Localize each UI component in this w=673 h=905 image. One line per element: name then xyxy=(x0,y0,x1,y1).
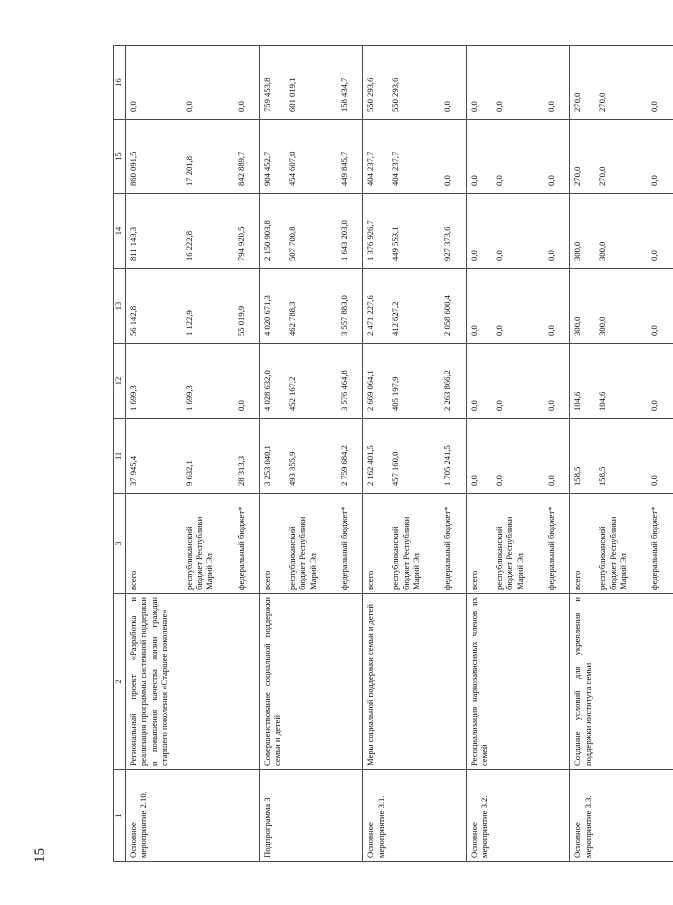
table-row xyxy=(647,46,673,862)
value-cell: 794 920,5 xyxy=(234,194,260,269)
value-cell: 454 607,0 xyxy=(285,120,337,194)
section-code: Основное мероприятие 3.1. xyxy=(363,770,388,862)
rotated-table-page xyxy=(113,46,660,862)
header-row xyxy=(114,46,126,862)
value-cell: 0,0 xyxy=(544,46,570,120)
header-cell-15: 15 xyxy=(114,120,126,194)
budget-table xyxy=(113,45,673,862)
value-cell: 1 705 241,5 xyxy=(440,419,466,494)
header-cell-2: 2 xyxy=(114,594,126,770)
table-row xyxy=(440,46,466,862)
value-cell: 270,0 xyxy=(570,120,595,194)
value-cell: 2 759 684,2 xyxy=(337,419,363,494)
value-cell: 270,0 xyxy=(595,46,647,120)
value-cell: 0,0 xyxy=(544,344,570,419)
table-row xyxy=(570,46,595,862)
value-cell: 2 669 064,1 xyxy=(363,344,388,419)
table-row xyxy=(595,46,647,862)
value-cell: 0,0 xyxy=(647,269,673,344)
section-title: Ресоциализация наркозависимых членов их семей xyxy=(466,594,491,770)
page-number: 15 xyxy=(32,848,48,863)
table-row xyxy=(234,46,260,862)
value-cell: 270,0 xyxy=(595,120,647,194)
value-cell: 759 453,8 xyxy=(260,46,285,120)
funding-source: республиканский бюджет Республики Марий Эл xyxy=(285,494,337,594)
value-cell: 601 019,1 xyxy=(285,46,337,120)
value-cell: 300,0 xyxy=(595,194,647,269)
value-cell: 0,0 xyxy=(466,194,491,269)
value-cell: 2 150 903,8 xyxy=(260,194,285,269)
value-cell: 1 699,3 xyxy=(182,344,234,419)
header-cell-12: 12 xyxy=(114,344,126,419)
value-cell: 2 263 866,2 xyxy=(440,344,466,419)
value-cell: 0,0 xyxy=(466,46,491,120)
value-cell: 404 237,7 xyxy=(363,120,388,194)
value-cell: 158 434,7 xyxy=(337,46,363,120)
value-cell: 158,5 xyxy=(595,419,647,494)
value-cell: 16 222,8 xyxy=(182,194,234,269)
value-cell: 0,0 xyxy=(466,344,491,419)
funding-source: всего xyxy=(260,494,285,594)
header-cell-3: 3 xyxy=(114,494,126,594)
header-cell-16: 16 xyxy=(114,46,126,120)
header-cell-1: 1 xyxy=(114,770,126,862)
funding-source: всего xyxy=(466,494,491,594)
funding-source: всего xyxy=(363,494,388,594)
table-row xyxy=(182,46,234,862)
value-cell: 2 058 600,4 xyxy=(440,269,466,344)
value-cell: 1 699,3 xyxy=(126,344,182,419)
value-cell: 449 553,1 xyxy=(388,194,440,269)
section-code: Основное мероприятие 2.10. xyxy=(126,770,182,862)
funding-source: всего xyxy=(126,494,182,594)
value-cell: 462 788,3 xyxy=(285,269,337,344)
value-cell: 507 700,8 xyxy=(285,194,337,269)
value-cell: 0,0 xyxy=(492,269,544,344)
table-row xyxy=(466,46,491,862)
funding-source: республиканский бюджет Республики Марий Эл xyxy=(595,494,647,594)
table-row xyxy=(337,46,363,862)
value-cell: 842 889,7 xyxy=(234,120,260,194)
funding-source: федеральный бюджет* xyxy=(647,494,673,594)
value-cell: 4 028 632,0 xyxy=(260,344,285,419)
value-cell: 0,0 xyxy=(492,419,544,494)
value-cell: 158,5 xyxy=(570,419,595,494)
value-cell: 457 160,0 xyxy=(388,419,440,494)
value-cell: 0,0 xyxy=(440,46,466,120)
funding-source: республиканский бюджет Республики Марий Эл xyxy=(388,494,440,594)
value-cell: 449 845,7 xyxy=(337,120,363,194)
value-cell: 0,0 xyxy=(466,120,491,194)
value-cell: 405 197,9 xyxy=(388,344,440,419)
value-cell: 9 632,1 xyxy=(182,419,234,494)
section-title: Совершенствование социальной поддержки семьи и детей xyxy=(260,594,285,770)
section-code: Основное мероприятие 3.3. xyxy=(570,770,595,862)
value-cell: 3 576 464,8 xyxy=(337,344,363,419)
value-cell: 0,0 xyxy=(647,46,673,120)
section-code: Подпрограмма 3 xyxy=(260,770,285,862)
value-cell: 104,6 xyxy=(570,344,595,419)
funding-source: республиканский бюджет Республики Марий Эл xyxy=(492,494,544,594)
table-row xyxy=(363,46,388,862)
value-cell: 1 122,9 xyxy=(182,269,234,344)
value-cell: 412 627,2 xyxy=(388,269,440,344)
table-row xyxy=(388,46,440,862)
value-cell: 811 143,3 xyxy=(126,194,182,269)
value-cell: 0,0 xyxy=(544,194,570,269)
value-cell: 300,0 xyxy=(595,269,647,344)
value-cell: 104,6 xyxy=(595,344,647,419)
value-cell: 3 253 040,1 xyxy=(260,419,285,494)
value-cell: 0,0 xyxy=(544,120,570,194)
section-title: Региональный проект «Разработка и реализация программы системной поддержки и повышения качества жизни граждан старшего поколения «Старшее поколение» xyxy=(126,594,182,770)
table-row xyxy=(260,46,285,862)
value-cell: 493 355,9 xyxy=(285,419,337,494)
value-cell: 0,0 xyxy=(492,46,544,120)
value-cell: 1 643 203,0 xyxy=(337,194,363,269)
value-cell: 0,0 xyxy=(647,194,673,269)
value-cell: 0,0 xyxy=(647,120,673,194)
value-cell: 452 167,2 xyxy=(285,344,337,419)
value-cell: 0,0 xyxy=(126,46,182,120)
funding-source: федеральный бюджет* xyxy=(234,494,260,594)
section-title: Создание условий для укрепления и поддержки института семьи xyxy=(570,594,595,770)
header-cell-13: 13 xyxy=(114,269,126,344)
section-title: Меры социальной поддержки семьи и детей xyxy=(363,594,388,770)
funding-source: федеральный бюджет* xyxy=(544,494,570,594)
value-cell: 0,0 xyxy=(182,46,234,120)
funding-source: республиканский бюджет Республики Марий Эл xyxy=(182,494,234,594)
value-cell: 300,0 xyxy=(570,269,595,344)
funding-source: федеральный бюджет* xyxy=(440,494,466,594)
value-cell: 3 557 883,0 xyxy=(337,269,363,344)
value-cell: 0,0 xyxy=(466,419,491,494)
value-cell: 28 313,3 xyxy=(234,419,260,494)
value-cell: 550 293,6 xyxy=(388,46,440,120)
value-cell: 56 142,8 xyxy=(126,269,182,344)
value-cell: 4 020 671,3 xyxy=(260,269,285,344)
header-cell-14: 14 xyxy=(114,194,126,269)
header-cell-11: 11 xyxy=(114,419,126,494)
value-cell: 860 091,5 xyxy=(126,120,182,194)
value-cell: 1 376 926,7 xyxy=(363,194,388,269)
section-code: Основное мероприятие 3.2. xyxy=(466,770,491,862)
table-row xyxy=(285,46,337,862)
table-row xyxy=(544,46,570,862)
value-cell: 2 471 227,6 xyxy=(363,269,388,344)
value-cell: 0,0 xyxy=(647,344,673,419)
value-cell: 0,0 xyxy=(647,419,673,494)
value-cell: 17 201,8 xyxy=(182,120,234,194)
value-cell: 0,0 xyxy=(440,120,466,194)
value-cell: 0,0 xyxy=(492,344,544,419)
value-cell: 0,0 xyxy=(544,269,570,344)
funding-source: федеральный бюджет* xyxy=(337,494,363,594)
value-cell: 904 452,7 xyxy=(260,120,285,194)
value-cell: 0,0 xyxy=(466,269,491,344)
value-cell: 0,0 xyxy=(234,46,260,120)
value-cell: 300,0 xyxy=(570,194,595,269)
table-row xyxy=(126,46,182,862)
value-cell: 0,0 xyxy=(234,344,260,419)
value-cell: 550 293,6 xyxy=(363,46,388,120)
value-cell: 2 162 401,5 xyxy=(363,419,388,494)
value-cell: 55 019,9 xyxy=(234,269,260,344)
value-cell: 270,0 xyxy=(570,46,595,120)
funding-source: всего xyxy=(570,494,595,594)
value-cell: 0,0 xyxy=(492,120,544,194)
value-cell: 0,0 xyxy=(492,194,544,269)
value-cell: 404 237,7 xyxy=(388,120,440,194)
value-cell: 927 373,6 xyxy=(440,194,466,269)
value-cell: 37 945,4 xyxy=(126,419,182,494)
value-cell: 0,0 xyxy=(544,419,570,494)
table-row xyxy=(492,46,544,862)
